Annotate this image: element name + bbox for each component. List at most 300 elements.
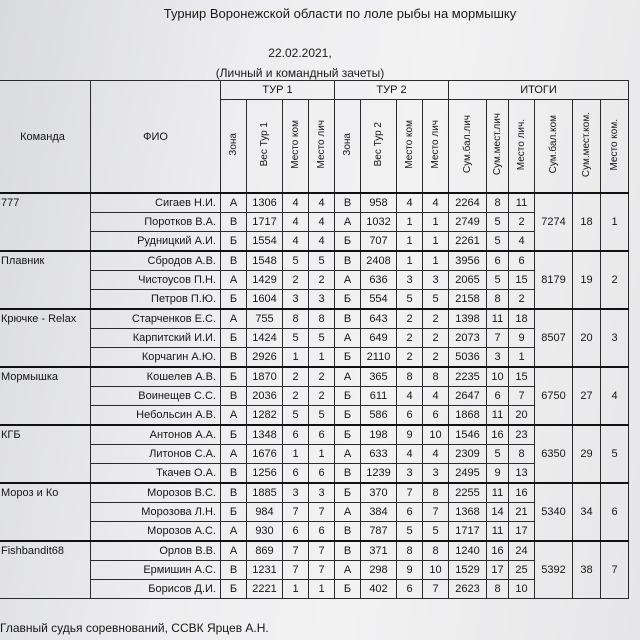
header-place-pers-res: Место лич. (509, 100, 535, 194)
participant-name: Карпитский И.И. (91, 329, 221, 348)
table-cell: 10 (509, 580, 535, 599)
table-row (0, 464, 629, 484)
team-team-pts: 7274 (535, 193, 573, 251)
table-cell: 1 (423, 232, 449, 252)
table-cell: 2264 (449, 193, 487, 213)
results-table (0, 80, 629, 599)
table-cell: 4 (309, 213, 335, 232)
table-cell: 7 (283, 561, 309, 580)
table-cell: 787 (361, 522, 397, 542)
table-row (0, 367, 629, 387)
header-fio: ФИО (91, 81, 221, 194)
table-cell: 24 (509, 541, 535, 561)
team-team-pts: 6750 (535, 367, 573, 425)
table-row (0, 193, 629, 213)
table-cell: 9 (509, 329, 535, 348)
table-cell: 2 (283, 271, 309, 290)
table-cell: 5 (397, 290, 423, 310)
table-row (0, 271, 629, 290)
table-row (0, 213, 629, 232)
table-row (0, 348, 629, 368)
table-cell: 7 (309, 503, 335, 522)
table-cell: 198 (361, 425, 397, 445)
table-cell: 1868 (449, 406, 487, 426)
table-cell: 14 (487, 503, 509, 522)
team-team-places: 38 (573, 541, 601, 599)
participant-name: Петров П.Ю. (91, 290, 221, 310)
table-cell: 17 (509, 522, 535, 542)
header-sum-team-pts: Сум.бал.ком (535, 100, 573, 194)
document-subtitle: (Личный и командный зачеты) (215, 66, 385, 80)
table-cell: 6 (397, 580, 423, 599)
table-cell: 3 (309, 290, 335, 310)
table-cell: 2235 (449, 367, 487, 387)
table-cell: 3956 (449, 251, 487, 271)
table-cell: 643 (361, 309, 397, 329)
table-cell: 15 (509, 367, 535, 387)
document-date: 22.02.2021, (268, 46, 332, 60)
team-team-places: 18 (573, 193, 601, 251)
table-cell: 3 (423, 271, 449, 290)
table-cell: 633 (361, 445, 397, 464)
header-sum-pers-pts: Сум.бал.лич (449, 100, 487, 194)
footer-judge: Главный судья соревнований, ССВК Ярцев А.Н. (0, 621, 269, 635)
table-cell: Б (335, 387, 361, 406)
table-cell: 8 (487, 193, 509, 213)
table-cell: 11 (487, 309, 509, 329)
table-cell: 2 (283, 367, 309, 387)
table-cell: 2 (509, 213, 535, 232)
header-weight-1: Вес Тур 1 (247, 100, 283, 194)
table-cell: 2255 (449, 483, 487, 503)
table-cell: 5 (309, 251, 335, 271)
participant-name: Сбродов А.В. (91, 251, 221, 271)
table-row (0, 561, 629, 580)
table-cell: 2036 (247, 387, 283, 406)
table-cell: В (221, 483, 247, 503)
table-cell: 17 (487, 561, 509, 580)
table-cell: 1 (397, 213, 423, 232)
table-cell: А (335, 329, 361, 348)
table-cell: 18 (509, 309, 535, 329)
table-cell: 984 (247, 503, 283, 522)
table-row (0, 290, 629, 310)
header-results: ИТОГИ (449, 81, 629, 100)
team-team-pts: 5392 (535, 541, 573, 599)
team-name: КГБ (0, 425, 91, 483)
table-cell: 9 (397, 561, 423, 580)
header-place-team-1: Место ком (283, 100, 309, 194)
participant-name: Морозова Л.Н. (91, 503, 221, 522)
team-name: Fishbandit68 (0, 541, 91, 599)
team-team-place: 5 (601, 425, 629, 483)
participant-name: Кошелев А.В. (91, 367, 221, 387)
document-title: Турнир Воронежской области по лоле рыбы на мормышку (163, 6, 517, 21)
table-cell: 707 (361, 232, 397, 252)
table-cell: 1546 (449, 425, 487, 445)
table-cell: 2408 (361, 251, 397, 271)
table-cell: 4 (397, 445, 423, 464)
table-cell: 6 (487, 251, 509, 271)
team-name: Плавник (0, 251, 91, 309)
table-cell: 958 (361, 193, 397, 213)
table-cell: 8 (487, 290, 509, 310)
table-cell: 1 (283, 445, 309, 464)
table-cell: 8 (283, 309, 309, 329)
table-cell: 4 (283, 213, 309, 232)
table-row (0, 445, 629, 464)
table-cell: 4 (509, 232, 535, 252)
participant-name: Литонов С.А. (91, 445, 221, 464)
table-cell: Б (221, 367, 247, 387)
table-cell: 6 (397, 503, 423, 522)
table-cell: 3 (487, 348, 509, 368)
team-team-places: 19 (573, 251, 601, 309)
table-cell: А (335, 503, 361, 522)
header-zone-2: Зона (335, 100, 361, 194)
header-place-team-2: Место ком (397, 100, 423, 194)
table-cell: 7 (509, 387, 535, 406)
table-cell: В (335, 464, 361, 484)
table-cell: 755 (247, 309, 283, 329)
table-cell: Б (335, 348, 361, 368)
team-team-place: 7 (601, 541, 629, 599)
table-cell: 1 (309, 580, 335, 599)
table-cell: 5 (397, 522, 423, 542)
table-cell: А (221, 309, 247, 329)
table-cell: 402 (361, 580, 397, 599)
table-cell: 7 (283, 503, 309, 522)
team-name: Крючке - Relax (0, 309, 91, 367)
table-cell: 1529 (449, 561, 487, 580)
table-cell: 6 (283, 464, 309, 484)
table-cell: 2926 (247, 348, 283, 368)
table-cell: 3 (423, 464, 449, 484)
table-cell: 3 (397, 271, 423, 290)
table-cell: 2 (397, 348, 423, 368)
table-cell: А (335, 367, 361, 387)
team-team-places: 27 (573, 367, 601, 425)
participant-name: Поротков В.А. (91, 213, 221, 232)
table-cell: 8 (487, 580, 509, 599)
table-cell: 1 (397, 251, 423, 271)
table-cell: В (335, 251, 361, 271)
participant-name: Чистоусов П.Н. (91, 271, 221, 290)
table-cell: В (335, 522, 361, 542)
table-cell: 1870 (247, 367, 283, 387)
table-cell: 1231 (247, 561, 283, 580)
table-cell: 5036 (449, 348, 487, 368)
table-cell: 1240 (449, 541, 487, 561)
table-cell: В (221, 348, 247, 368)
table-cell: Б (335, 425, 361, 445)
table-cell: 1 (423, 251, 449, 271)
table-cell: 1717 (449, 522, 487, 542)
table-cell: 9 (487, 464, 509, 484)
table-cell: 1398 (449, 309, 487, 329)
table-body (0, 193, 629, 599)
table-cell: 11 (487, 483, 509, 503)
table-cell: 16 (509, 483, 535, 503)
table-cell: Б (221, 290, 247, 310)
participant-name: Морозов А.С. (91, 522, 221, 542)
table-cell: 7 (309, 561, 335, 580)
table-cell: 4 (423, 445, 449, 464)
table-cell: 2 (309, 387, 335, 406)
table-cell: А (221, 445, 247, 464)
header-weight-2: Вес Тур 2 (361, 100, 397, 194)
table-cell: 6 (397, 406, 423, 426)
table-cell: 7 (423, 503, 449, 522)
table-cell: 384 (361, 503, 397, 522)
table-cell: 2 (283, 387, 309, 406)
table-cell: 2 (423, 348, 449, 368)
team-team-pts: 8507 (535, 309, 573, 367)
team-team-place: 2 (601, 251, 629, 309)
header-place-pers-2: Место лич (423, 100, 449, 194)
table-cell: 1256 (247, 464, 283, 484)
table-cell: 1429 (247, 271, 283, 290)
table-cell: 3 (397, 464, 423, 484)
table-cell: 6 (309, 522, 335, 542)
participant-name: Борисов Д.И. (91, 580, 221, 599)
table-cell: 2221 (247, 580, 283, 599)
table-cell: В (335, 309, 361, 329)
table-cell: 3 (283, 483, 309, 503)
table-cell: В (221, 561, 247, 580)
table-cell: 371 (361, 541, 397, 561)
table-row (0, 483, 629, 503)
table-cell: 370 (361, 483, 397, 503)
table-cell: 8 (309, 309, 335, 329)
table-cell: 2749 (449, 213, 487, 232)
participant-name: Антонов А.А. (91, 425, 221, 445)
table-cell: 1306 (247, 193, 283, 213)
table-cell: Б (221, 425, 247, 445)
table-row (0, 387, 629, 406)
table-cell: 2110 (361, 348, 397, 368)
table-cell: 4 (423, 387, 449, 406)
table-cell: 1 (309, 445, 335, 464)
header-team: Команда (0, 81, 91, 194)
table-cell: 13 (509, 464, 535, 484)
header-sum-pers-places: Сум.мест.лич (487, 100, 509, 194)
table-cell: Б (221, 580, 247, 599)
table-cell: 1 (283, 348, 309, 368)
table-cell: 4 (309, 232, 335, 252)
table-cell: 5 (487, 271, 509, 290)
table-cell: 1 (283, 580, 309, 599)
table-cell: 5 (423, 290, 449, 310)
table-cell: 6 (309, 464, 335, 484)
table-cell: 11 (487, 406, 509, 426)
team-team-places: 29 (573, 425, 601, 483)
table-cell: 1368 (449, 503, 487, 522)
table-cell: 10 (423, 561, 449, 580)
table-cell: А (221, 541, 247, 561)
table-cell: 4 (309, 193, 335, 213)
table-cell: 5 (309, 329, 335, 348)
table-cell: 2 (309, 271, 335, 290)
table-cell: 1554 (247, 232, 283, 252)
table-cell: 5 (283, 406, 309, 426)
table-cell: 7 (397, 483, 423, 503)
table-cell: 6 (423, 406, 449, 426)
table-cell: 1282 (247, 406, 283, 426)
table-cell: 4 (423, 193, 449, 213)
team-team-pts: 8179 (535, 251, 573, 309)
table-cell: А (335, 271, 361, 290)
table-cell: 611 (361, 387, 397, 406)
table-cell: 298 (361, 561, 397, 580)
table-cell: Б (335, 406, 361, 426)
table-cell: 1717 (247, 213, 283, 232)
table-cell: В (335, 193, 361, 213)
table-cell: 1604 (247, 290, 283, 310)
table-cell: 7 (283, 541, 309, 561)
table-cell: 1 (309, 348, 335, 368)
table-cell: 3 (283, 290, 309, 310)
team-name: Мороз и Ко (0, 483, 91, 541)
table-cell: 25 (509, 561, 535, 580)
table-cell: 7 (309, 541, 335, 561)
participant-name: Небольсин А.В. (91, 406, 221, 426)
table-cell: 4 (283, 193, 309, 213)
table-cell: А (221, 522, 247, 542)
table-cell: В (221, 251, 247, 271)
participant-name: Воинещев С.С. (91, 387, 221, 406)
table-cell: 1676 (247, 445, 283, 464)
table-cell: 11 (509, 193, 535, 213)
table-row (0, 251, 629, 271)
table-cell: 10 (487, 367, 509, 387)
table-row (0, 580, 629, 599)
table-cell: 8 (423, 367, 449, 387)
table-cell: 1348 (247, 425, 283, 445)
table-cell: 2065 (449, 271, 487, 290)
table-cell: 8 (397, 367, 423, 387)
table-cell: 8 (423, 541, 449, 561)
table-cell: А (221, 271, 247, 290)
table-cell: В (221, 464, 247, 484)
team-team-place: 3 (601, 309, 629, 367)
table-cell: 21 (509, 503, 535, 522)
table-cell: 11 (487, 522, 509, 542)
header-tour1: ТУР 1 (221, 81, 335, 100)
table-cell: 6 (283, 522, 309, 542)
table-cell: 5 (423, 522, 449, 542)
table-cell: 8 (423, 483, 449, 503)
table-cell: В (221, 387, 247, 406)
table-cell: 2623 (449, 580, 487, 599)
table-cell: 2309 (449, 445, 487, 464)
table-cell: 2495 (449, 464, 487, 484)
table-cell: 1548 (247, 251, 283, 271)
table-cell: 554 (361, 290, 397, 310)
table-cell: 1239 (361, 464, 397, 484)
table-cell: 1 (509, 348, 535, 368)
table-cell: 1885 (247, 483, 283, 503)
header-sum-team-places: Сум.мест.ком. (573, 100, 601, 194)
team-team-place: 4 (601, 367, 629, 425)
header-place-team-res: Место ком. (601, 100, 629, 194)
table-cell: 16 (487, 425, 509, 445)
table-cell: 5 (309, 406, 335, 426)
table-cell: 10 (423, 425, 449, 445)
team-team-places: 34 (573, 483, 601, 541)
table-cell: 2 (423, 309, 449, 329)
participant-name: Морозов В.С. (91, 483, 221, 503)
table-cell: 2 (397, 329, 423, 348)
team-team-pts: 6350 (535, 425, 573, 483)
table-cell: В (335, 541, 361, 561)
table-cell: 4 (283, 232, 309, 252)
participant-name: Ткачев О.А. (91, 464, 221, 484)
table-cell: 930 (247, 522, 283, 542)
table-cell: 649 (361, 329, 397, 348)
team-name: Мормышка (0, 367, 91, 425)
header-tour2: ТУР 2 (335, 81, 449, 100)
team-team-places: 20 (573, 309, 601, 367)
participant-name: Орлов В.В. (91, 541, 221, 561)
table-cell: 636 (361, 271, 397, 290)
table-cell: 1032 (361, 213, 397, 232)
table-cell: 15 (509, 271, 535, 290)
table-cell: Б (221, 503, 247, 522)
table-row (0, 329, 629, 348)
table-cell: 7 (487, 329, 509, 348)
table-cell: 5 (283, 329, 309, 348)
table-cell: Б (335, 232, 361, 252)
table-cell: 586 (361, 406, 397, 426)
table-cell: 3 (309, 483, 335, 503)
table-cell: 365 (361, 367, 397, 387)
table-cell: 1 (423, 213, 449, 232)
table-cell: 1 (397, 232, 423, 252)
participant-name: Рудницкий А.И. (91, 232, 221, 252)
table-row (0, 232, 629, 252)
header-place-pers-1: Место лич (309, 100, 335, 194)
table-cell: А (335, 445, 361, 464)
table-cell: 6 (309, 425, 335, 445)
participant-name: Ермишин А.С. (91, 561, 221, 580)
table-cell: 2073 (449, 329, 487, 348)
table-cell: 9 (397, 425, 423, 445)
table-cell: 2647 (449, 387, 487, 406)
table-cell: 4 (397, 193, 423, 213)
table-cell: 23 (509, 425, 535, 445)
table-cell: 7 (423, 580, 449, 599)
table-cell: 2 (309, 367, 335, 387)
table-row (0, 541, 629, 561)
participant-name: Старченков Е.С. (91, 309, 221, 329)
table-cell: А (335, 561, 361, 580)
table-cell: Б (221, 329, 247, 348)
table-cell: 6 (487, 387, 509, 406)
table-row (0, 309, 629, 329)
table-cell: 6 (509, 251, 535, 271)
table-cell: 8 (509, 445, 535, 464)
table-cell: Б (335, 290, 361, 310)
team-team-pts: 5340 (535, 483, 573, 541)
table-cell: А (221, 193, 247, 213)
table-cell: 2 (397, 309, 423, 329)
table-cell: Б (335, 580, 361, 599)
team-team-place: 6 (601, 483, 629, 541)
table-cell: 2261 (449, 232, 487, 252)
table-cell: 6 (283, 425, 309, 445)
table-cell: 16 (487, 541, 509, 561)
